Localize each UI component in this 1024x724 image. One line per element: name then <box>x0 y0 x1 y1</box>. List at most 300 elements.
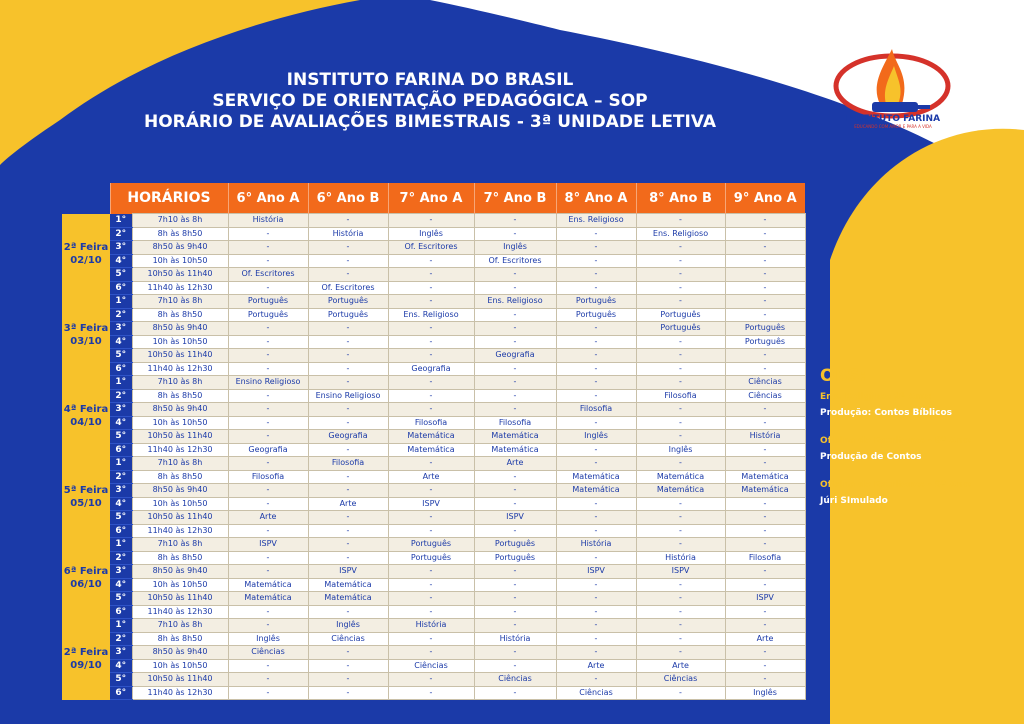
subject-cell: - <box>556 241 636 255</box>
subject-cell: - <box>388 578 474 592</box>
subject-cell: - <box>636 632 725 646</box>
day-date: 05/10 <box>70 498 102 509</box>
logo-tagline: EDUCANDO COM AMOR E PARA A VIDA <box>854 124 932 129</box>
subject-cell: História <box>725 430 805 444</box>
subject-cell: - <box>228 659 308 673</box>
subject-cell: Ensino Religioso <box>228 376 308 390</box>
header-horarios: HORÁRIOS <box>110 183 228 214</box>
table-row <box>62 389 805 403</box>
subject-cell: - <box>474 619 556 633</box>
day-date: 04/10 <box>70 417 102 428</box>
period-number: 5° <box>110 511 132 525</box>
subject-cell: - <box>556 322 636 336</box>
subject-cell: - <box>556 349 636 363</box>
time-cell: 10h50 às 11h40 <box>132 511 228 525</box>
subject-cell: - <box>388 686 474 700</box>
subject-cell: - <box>725 524 805 538</box>
period-number: 2° <box>110 632 132 646</box>
period-number: 3° <box>110 646 132 660</box>
table-row <box>62 484 805 498</box>
table-row <box>62 659 805 673</box>
table-row <box>62 497 805 511</box>
subject-cell: - <box>308 511 388 525</box>
subject-cell: - <box>388 376 474 390</box>
table-row <box>62 673 805 687</box>
subject-cell: - <box>474 470 556 484</box>
period-number: 3° <box>110 403 132 417</box>
subject-cell: - <box>308 376 388 390</box>
subject-cell: Português <box>388 538 474 552</box>
subject-cell: ISPV <box>388 497 474 511</box>
subject-cell: Ciências <box>474 673 556 687</box>
day-date: 02/10 <box>70 255 102 266</box>
table-row <box>62 619 805 633</box>
subject-cell: Português <box>725 335 805 349</box>
subject-cell: - <box>636 605 725 619</box>
subject-cell: - <box>308 443 388 457</box>
subject-cell: - <box>474 376 556 390</box>
period-number: 4° <box>110 659 132 673</box>
subject-cell: Arte <box>474 457 556 471</box>
subject-cell: - <box>556 362 636 376</box>
subject-cell: - <box>725 214 805 228</box>
subject-cell: - <box>308 241 388 255</box>
period-number: 6° <box>110 281 132 295</box>
subject-cell: - <box>308 416 388 430</box>
subject-cell: - <box>636 241 725 255</box>
day-label <box>62 457 110 538</box>
subject-cell: - <box>474 484 556 498</box>
subject-cell: Português <box>228 308 308 322</box>
title-line-3: HORÁRIO DE AVALIAÇÕES BIMESTRAIS - 3ª UNIDADE LETIVA <box>143 112 717 132</box>
day-label <box>62 214 110 295</box>
subject-cell: Arte <box>308 497 388 511</box>
subject-cell: - <box>388 335 474 349</box>
subject-cell: Ciências <box>388 659 474 673</box>
obs-item-text: Produção: Contos Bíblicos <box>820 408 952 418</box>
table-row <box>62 403 805 417</box>
subject-cell: Inglês <box>228 632 308 646</box>
subject-cell: - <box>474 605 556 619</box>
subject-cell: Of. Escritores <box>388 241 474 255</box>
header-class-6: 8° Ano B <box>636 183 725 214</box>
subject-cell: Arte <box>636 659 725 673</box>
day-label <box>62 376 110 457</box>
subject-cell: Matemática <box>725 470 805 484</box>
subject-cell: - <box>388 389 474 403</box>
subject-cell: - <box>556 389 636 403</box>
day-label <box>62 295 110 376</box>
subject-cell: - <box>228 362 308 376</box>
time-cell: 7h10 às 8h <box>132 457 228 471</box>
subject-cell: Matemática <box>228 578 308 592</box>
time-cell: 8h às 8h50 <box>132 227 228 241</box>
table-row <box>62 430 805 444</box>
subject-cell: Ciências <box>725 376 805 390</box>
subject-cell: - <box>308 524 388 538</box>
obs-item-heading: Ens. Religioso 9º Ano: <box>820 392 932 402</box>
subject-cell: - <box>474 322 556 336</box>
period-number: 1° <box>110 619 132 633</box>
period-number: 2° <box>110 308 132 322</box>
table-row <box>62 241 805 255</box>
subject-cell: - <box>388 524 474 538</box>
subject-cell: - <box>725 416 805 430</box>
subject-cell: - <box>228 673 308 687</box>
table-row <box>62 254 805 268</box>
subject-cell: - <box>636 254 725 268</box>
table-row <box>62 457 805 471</box>
subject-cell: Ens. Religioso <box>556 214 636 228</box>
header-class-1: 6° Ano A <box>228 183 308 214</box>
obs-item-text: Produção de Contos <box>820 452 922 462</box>
obs-item <box>820 392 1020 418</box>
subject-cell: - <box>636 430 725 444</box>
schedule-body <box>62 214 805 700</box>
subject-cell: - <box>228 349 308 363</box>
subject-cell: - <box>474 268 556 282</box>
subject-cell: - <box>725 497 805 511</box>
time-cell: 8h às 8h50 <box>132 632 228 646</box>
subject-cell: Matemática <box>228 592 308 606</box>
time-cell: 10h50 às 11h40 <box>132 430 228 444</box>
table-row <box>62 443 805 457</box>
period-number: 4° <box>110 497 132 511</box>
subject-cell: - <box>308 254 388 268</box>
period-number: 6° <box>110 686 132 700</box>
subject-cell: - <box>228 497 308 511</box>
subject-cell: - <box>308 349 388 363</box>
subject-cell: - <box>725 511 805 525</box>
subject-cell: - <box>388 484 474 498</box>
time-cell: 8h50 às 9h40 <box>132 322 228 336</box>
day-name: 3ª Feira <box>63 323 109 334</box>
subject-cell: - <box>474 362 556 376</box>
period-number: 2° <box>110 470 132 484</box>
subject-cell: Arte <box>556 659 636 673</box>
period-number: 3° <box>110 565 132 579</box>
table-row <box>62 605 805 619</box>
subject-cell: - <box>636 349 725 363</box>
period-number: 3° <box>110 241 132 255</box>
subject-cell: História <box>474 632 556 646</box>
subject-cell: - <box>556 632 636 646</box>
subject-cell: Matemática <box>636 470 725 484</box>
subject-cell: Matemática <box>388 443 474 457</box>
time-cell: 8h50 às 9h40 <box>132 403 228 417</box>
obs-title: OBS: <box>820 366 867 386</box>
subject-cell: Filosofia <box>725 551 805 565</box>
time-cell: 11h40 às 12h30 <box>132 362 228 376</box>
table-row <box>62 632 805 646</box>
subject-cell: - <box>474 578 556 592</box>
time-cell: 8h50 às 9h40 <box>132 565 228 579</box>
table-row <box>62 646 805 660</box>
time-cell: 7h10 às 8h <box>132 538 228 552</box>
subject-cell: Filosofia <box>474 416 556 430</box>
subject-cell: - <box>725 268 805 282</box>
period-number: 6° <box>110 524 132 538</box>
table-row <box>62 686 805 700</box>
subject-cell: - <box>636 538 725 552</box>
subject-cell: - <box>474 497 556 511</box>
time-cell: 10h às 10h50 <box>132 659 228 673</box>
subject-cell: - <box>556 254 636 268</box>
subject-cell: ISPV <box>228 538 308 552</box>
header-titles <box>120 70 740 133</box>
period-number: 5° <box>110 673 132 687</box>
subject-cell: - <box>388 457 474 471</box>
subject-cell: Matemática <box>556 484 636 498</box>
subject-cell: Ciências <box>228 646 308 660</box>
table-row <box>62 376 805 390</box>
time-cell: 10h50 às 11h40 <box>132 349 228 363</box>
subject-cell: ISPV <box>308 565 388 579</box>
subject-cell: - <box>636 268 725 282</box>
header-class-7: 9° Ano A <box>725 183 805 214</box>
time-cell: 10h às 10h50 <box>132 416 228 430</box>
subject-cell: - <box>556 376 636 390</box>
period-number: 4° <box>110 578 132 592</box>
day-name: 4ª Feira <box>63 404 109 415</box>
day-date: 09/10 <box>70 660 102 671</box>
time-cell: 8h às 8h50 <box>132 389 228 403</box>
day-name: 5ª Feira <box>63 485 109 496</box>
table-row <box>62 214 805 228</box>
subject-cell: ISPV <box>725 592 805 606</box>
subject-cell: - <box>556 281 636 295</box>
subject-cell: - <box>474 646 556 660</box>
subject-cell: - <box>228 565 308 579</box>
day-name: 2ª Feira <box>63 242 109 253</box>
subject-cell: - <box>636 295 725 309</box>
subject-cell: - <box>228 416 308 430</box>
subject-cell: - <box>474 403 556 417</box>
subject-cell: - <box>725 349 805 363</box>
subject-cell: Matemática <box>474 443 556 457</box>
subject-cell: ISPV <box>474 511 556 525</box>
table-row <box>62 565 805 579</box>
day-date: 06/10 <box>70 579 102 590</box>
subject-cell: - <box>556 335 636 349</box>
time-cell: 11h40 às 12h30 <box>132 281 228 295</box>
table-row <box>62 524 805 538</box>
period-number: 2° <box>110 389 132 403</box>
subject-cell: Filosofia <box>228 470 308 484</box>
subject-cell: Filosofia <box>308 457 388 471</box>
subject-cell: Ens. Religioso <box>388 308 474 322</box>
subject-cell: Português <box>556 308 636 322</box>
subject-cell: - <box>556 673 636 687</box>
subject-cell: - <box>388 511 474 525</box>
subject-cell: Português <box>228 295 308 309</box>
header-class-2: 6° Ano B <box>308 183 388 214</box>
subject-cell: História <box>636 551 725 565</box>
subject-cell: - <box>308 362 388 376</box>
period-number: 1° <box>110 376 132 390</box>
day-name: 2ª Feira <box>63 647 109 658</box>
subject-cell: - <box>308 605 388 619</box>
subject-cell: Inglês <box>725 686 805 700</box>
subject-cell: - <box>636 524 725 538</box>
subject-cell: - <box>388 349 474 363</box>
time-cell: 7h10 às 8h <box>132 295 228 309</box>
period-number: 5° <box>110 349 132 363</box>
obs-item-text: Júri SImulado <box>820 496 888 506</box>
period-number: 5° <box>110 430 132 444</box>
subject-cell: - <box>388 403 474 417</box>
table-row <box>62 511 805 525</box>
subject-cell: - <box>725 227 805 241</box>
time-cell: 11h40 às 12h30 <box>132 686 228 700</box>
subject-cell: - <box>474 389 556 403</box>
table-row <box>62 578 805 592</box>
subject-cell: - <box>474 308 556 322</box>
subject-cell: - <box>725 565 805 579</box>
subject-cell: - <box>636 619 725 633</box>
period-number: 4° <box>110 254 132 268</box>
subject-cell: - <box>556 268 636 282</box>
obs-item-heading: Oficina de Escritores - 9º Ano: <box>820 480 973 490</box>
subject-cell: - <box>388 322 474 336</box>
time-cell: 11h40 às 12h30 <box>132 443 228 457</box>
header-spacer <box>62 183 110 214</box>
subject-cell: - <box>228 254 308 268</box>
subject-cell: - <box>388 592 474 606</box>
subject-cell: - <box>725 295 805 309</box>
header-class-4: 7° Ano B <box>474 183 556 214</box>
subject-cell: História <box>388 619 474 633</box>
schedule-table <box>62 183 806 700</box>
subject-cell: Português <box>308 295 388 309</box>
subject-cell: - <box>308 470 388 484</box>
subject-cell: - <box>388 254 474 268</box>
day-label <box>62 538 110 619</box>
subject-cell: - <box>308 484 388 498</box>
time-cell: 7h10 às 8h <box>132 619 228 633</box>
subject-cell: - <box>388 646 474 660</box>
subject-cell: - <box>556 592 636 606</box>
time-cell: 10h às 10h50 <box>132 497 228 511</box>
subject-cell: - <box>556 497 636 511</box>
period-number: 1° <box>110 295 132 309</box>
subject-cell: - <box>556 443 636 457</box>
subject-cell: - <box>636 592 725 606</box>
subject-cell: - <box>474 281 556 295</box>
subject-cell: - <box>556 524 636 538</box>
time-cell: 10h50 às 11h40 <box>132 592 228 606</box>
subject-cell: - <box>636 335 725 349</box>
subject-cell: - <box>474 659 556 673</box>
subject-cell: - <box>228 389 308 403</box>
table-row <box>62 416 805 430</box>
period-number: 1° <box>110 538 132 552</box>
time-cell: 8h50 às 9h40 <box>132 241 228 255</box>
subject-cell: - <box>308 551 388 565</box>
subject-cell: - <box>556 551 636 565</box>
subject-cell: - <box>308 538 388 552</box>
subject-cell: - <box>474 686 556 700</box>
obs-item <box>820 436 1020 462</box>
subject-cell: - <box>388 214 474 228</box>
subject-cell: - <box>556 605 636 619</box>
subject-cell: ISPV <box>636 565 725 579</box>
subject-cell: ISPV <box>556 565 636 579</box>
subject-cell: - <box>725 403 805 417</box>
subject-cell: - <box>308 686 388 700</box>
period-number: 3° <box>110 322 132 336</box>
period-number: 3° <box>110 484 132 498</box>
subject-cell: Arte <box>388 470 474 484</box>
subject-cell: Português <box>636 322 725 336</box>
subject-cell: - <box>388 673 474 687</box>
time-cell: 10h às 10h50 <box>132 335 228 349</box>
subject-cell: Ciências <box>725 389 805 403</box>
time-cell: 7h10 às 8h <box>132 214 228 228</box>
subject-cell: Geografia <box>308 430 388 444</box>
subject-cell: Português <box>474 551 556 565</box>
subject-cell: - <box>725 281 805 295</box>
subject-cell: Matemática <box>308 578 388 592</box>
subject-cell: - <box>474 565 556 579</box>
subject-cell: História <box>308 227 388 241</box>
subject-cell: - <box>228 403 308 417</box>
subject-cell: - <box>388 268 474 282</box>
subject-cell: - <box>556 646 636 660</box>
subject-cell: Matemática <box>308 592 388 606</box>
subject-cell: - <box>725 646 805 660</box>
subject-cell: - <box>636 362 725 376</box>
subject-cell: - <box>636 457 725 471</box>
subject-cell: - <box>388 632 474 646</box>
subject-cell: Matemática <box>556 470 636 484</box>
subject-cell: - <box>228 335 308 349</box>
subject-cell: - <box>556 578 636 592</box>
subject-cell: - <box>308 673 388 687</box>
subject-cell: - <box>636 578 725 592</box>
time-cell: 11h40 às 12h30 <box>132 524 228 538</box>
subject-cell: Of. Escritores <box>228 268 308 282</box>
subject-cell: - <box>725 443 805 457</box>
subject-cell: - <box>636 403 725 417</box>
subject-cell: História <box>556 538 636 552</box>
time-cell: 7h10 às 8h <box>132 376 228 390</box>
period-number: 4° <box>110 335 132 349</box>
subject-cell: - <box>474 214 556 228</box>
subject-cell: Matemática <box>725 484 805 498</box>
subject-cell: Ciências <box>556 686 636 700</box>
subject-cell: - <box>308 322 388 336</box>
header-row <box>62 183 805 214</box>
subject-cell: Português <box>308 308 388 322</box>
table-row <box>62 362 805 376</box>
subject-cell: - <box>636 511 725 525</box>
time-cell: 8h às 8h50 <box>132 308 228 322</box>
subject-cell: - <box>725 362 805 376</box>
subject-cell: Arte <box>228 511 308 525</box>
subject-cell: Inglês <box>388 227 474 241</box>
observations-panel <box>820 366 1020 524</box>
subject-cell: - <box>725 673 805 687</box>
subject-cell: - <box>308 268 388 282</box>
table-row <box>62 349 805 363</box>
subject-cell: - <box>636 686 725 700</box>
period-number: 1° <box>110 457 132 471</box>
subject-cell: - <box>308 214 388 228</box>
subject-cell: - <box>556 619 636 633</box>
subject-cell: - <box>725 619 805 633</box>
period-number: 6° <box>110 443 132 457</box>
